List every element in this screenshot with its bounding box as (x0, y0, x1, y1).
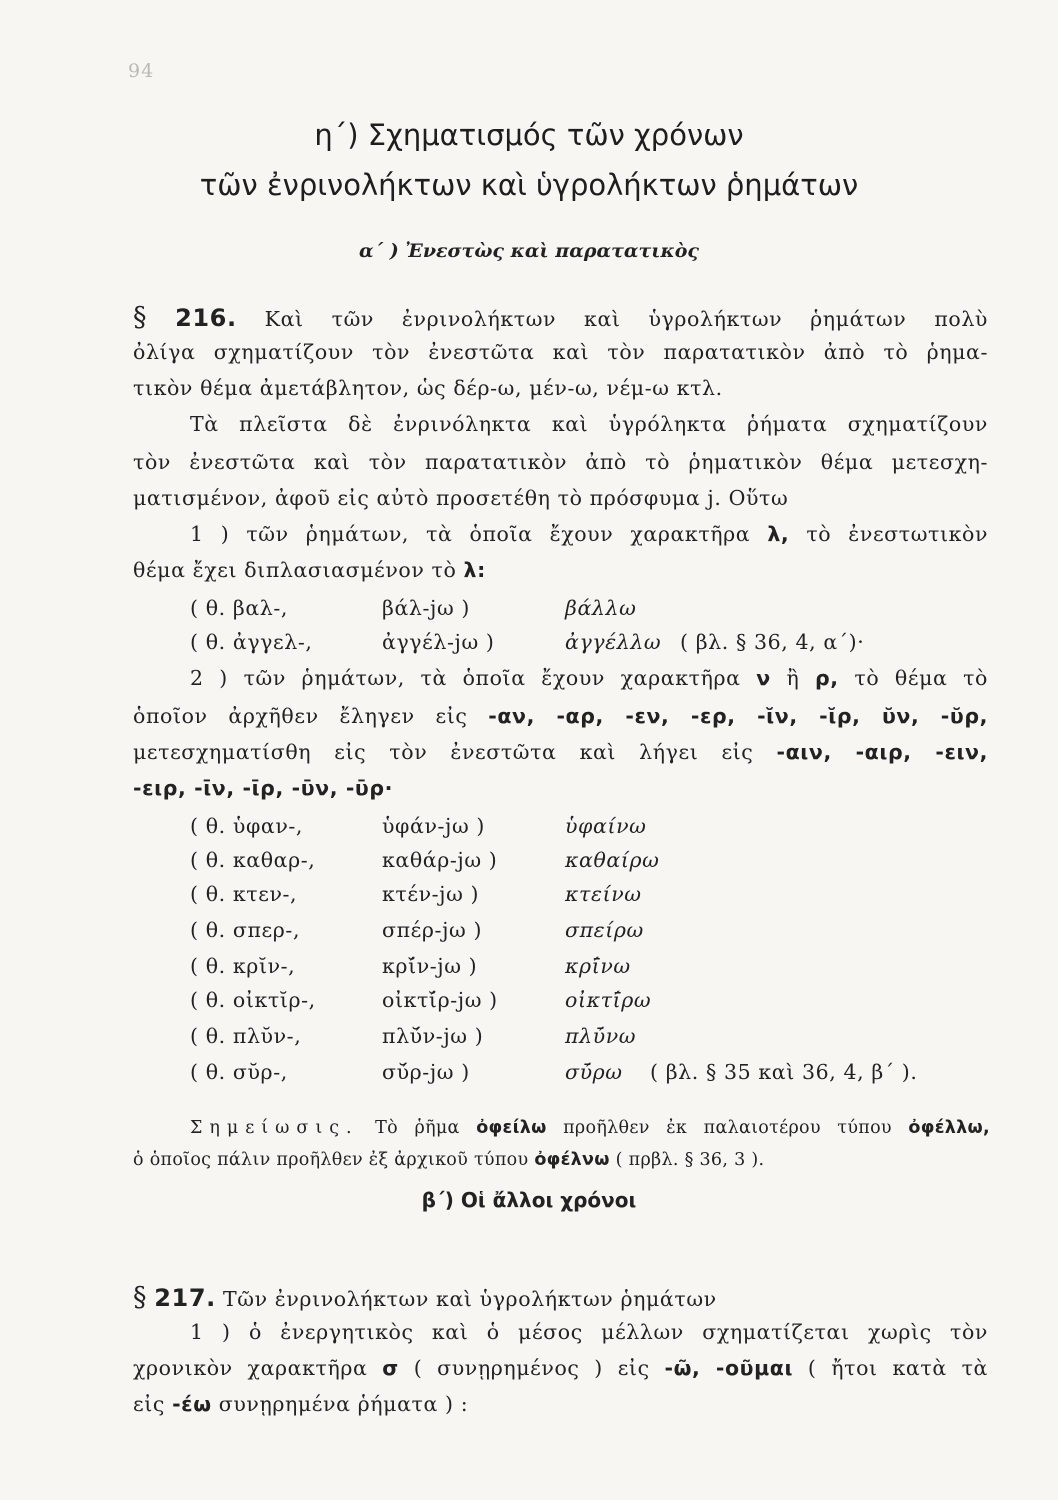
rule-2-line-2 (133, 704, 988, 728)
text: χρονικὸν χαρακτῆρα (133, 1356, 368, 1380)
verb-j-form: πλῠ́ν-jω ) (382, 1024, 484, 1048)
verb-present: καθαίρω (565, 848, 660, 872)
verb-j-form: ὑφάν-jω ) (382, 814, 486, 838)
verb-theme: ( θ. οἰκτῐρ-, (190, 988, 316, 1012)
text: ( πρβλ. § 36, 3 ). (615, 1150, 765, 1170)
text: ἢ (786, 666, 800, 690)
verb-j-form: σῠ́ρ-jω ) (382, 1060, 470, 1084)
section-sign: § (133, 1282, 148, 1313)
verb-theme: ( θ. ὑφαν-, (190, 814, 304, 838)
text: Τῶν ἐνρινολήκτων καὶ ὑγρολήκτων ῥημάτων (222, 1287, 717, 1311)
verb-j-form: οἰκτῐ́ρ-jω ) (382, 988, 498, 1012)
paragraph-217-line-1 (133, 1282, 717, 1313)
paragraph-216-line-1 (133, 302, 988, 333)
note-label: Σημείωσις. (190, 1118, 359, 1138)
paragraph-216-line-3: τικὸν θέμα ἀμετάβλητον, ὡς δέρ-ω, μέν-ω, νέμ-ω κτλ. (133, 376, 723, 400)
text: μετεσχηματίσθη εἰς τὸν ἐνεστῶτα καὶ λήγει εἰς (133, 740, 754, 764)
verb-present: βάλλω (565, 596, 637, 620)
verb-present: ὑφαίνω (565, 814, 647, 838)
verb-present: κρῑ́νω (565, 954, 631, 978)
paragraph-217-line-4 (133, 1392, 468, 1416)
ending: -έω (172, 1392, 212, 1416)
text: τὸ θέμα τὸ (854, 666, 988, 690)
text: συνῃρημένα ῥήματα ) : (218, 1392, 469, 1416)
note-line-1 (190, 1118, 990, 1138)
verb-j-form: καθάρ-jω ) (382, 848, 498, 872)
rule-2-line-4: -ειρ, -ῑν, -ῑρ, -ῡν, -ῡρ· (133, 776, 394, 800)
page-number: 94 (128, 60, 155, 82)
paragraph-216-line-6: ματισμένον, ἀφοῦ εἰς αὐτὸ προσετέθη τὸ πρόσφυμα j. Οὕτω (133, 486, 789, 510)
endings: -ῶ, -οῦμαι (664, 1356, 794, 1380)
paragraph-217-line-2: 1 ) ὁ ἐνεργητικὸς καὶ ὁ μέσος μέλλων σχηματίζεται χωρὶς τὸν (190, 1320, 988, 1344)
text: ( ἤτοι κατὰ τὰ (807, 1356, 988, 1380)
paragraph-217-line-3 (133, 1356, 988, 1380)
text: 1 ) τῶν ῥημάτων, τὰ ὁποῖα ἔχουν χαρακτῆρα (190, 522, 751, 546)
letter-rho: ρ, (815, 666, 839, 690)
subsection-heading-present: α΄ ) Ἐνεστὼς καὶ παρατατικὸς (359, 240, 699, 262)
paragraph-216-line-4: Τὰ πλεῖστα δὲ ἐνρινόληκτα καὶ ὑγρόληκτα ῥήματα σχηματίζουν (190, 412, 988, 436)
reference: ( βλ. § 35 καὶ 36, 4, β΄ ). (650, 1060, 918, 1084)
letter-sigma: σ (382, 1356, 399, 1380)
subsection-heading-other-tenses: β΄) Οἱ ἄλλοι χρόνοι (421, 1188, 637, 1212)
letter-lambda: λ, (767, 522, 790, 546)
reference: ( βλ. § 36, 4, α΄)· (680, 630, 865, 654)
text: 2 ) τῶν ῥημάτων, τὰ ὁποῖα ἔχουν χαρακτῆρα (190, 666, 741, 690)
text: ὁποῖον ἀρχῆθεν ἔληγεν εἰς (133, 704, 468, 728)
verb-form: ὀφέλνω (534, 1150, 610, 1170)
text: ὁ ὁποῖος πάλιν προῆλθεν ἐξ ἀρχικοῦ τύπου (133, 1150, 529, 1170)
verb-theme: ( θ. ἀγγελ-, (190, 630, 313, 654)
rule-1-line-2 (133, 558, 486, 582)
text: Καὶ τῶν ἐνρινολήκτων καὶ ὑγρολήκτων ῥημάτων πολὺ (264, 307, 988, 331)
verb-theme: ( θ. κτεν-, (190, 882, 298, 906)
section-number-216: 216. (175, 304, 237, 332)
verb-theme: ( θ. βαλ-, (190, 596, 289, 620)
verb-theme: ( θ. κρῐν-, (190, 954, 296, 978)
section-sign: § (133, 302, 148, 333)
rule-2-line-3 (133, 740, 988, 764)
rule-2-line-1 (190, 666, 988, 690)
section-number-217: 217. (154, 1284, 216, 1312)
section-title-line-2: τῶν ἐνρινολήκτων καὶ ὑγρολήκτων ῥημάτων (199, 168, 859, 202)
text: Τὸ ῥῆμα (375, 1118, 460, 1138)
verb-present: πλῡ́νω (565, 1024, 637, 1048)
letter-lambda: λ: (463, 558, 486, 582)
verb-present: οἰκτῑ́ρω (565, 988, 652, 1012)
verb-j-form: κτέν-jω ) (382, 882, 480, 906)
verb-j-form: κρῐ́ν-jω ) (382, 954, 478, 978)
endings: -αιν, -αιρ, -ειν, (776, 740, 988, 764)
rule-1-line-1 (190, 522, 988, 546)
verb-j-form: ἀγγέλ-jω ) (382, 630, 495, 654)
verb-present: σπείρω (565, 918, 644, 942)
verb-theme: ( θ. καθαρ-, (190, 848, 316, 872)
verb-theme: ( θ. σῠρ-, (190, 1060, 288, 1084)
paragraph-216-line-2: ὀλίγα σχηματίζουν τὸν ἐνεστῶτα καὶ τὸν παρατατικὸν ἀπὸ τὸ ῥημα- (133, 340, 988, 364)
note-line-2 (133, 1150, 764, 1170)
section-title-line-1: η΄) Σχηματισμός τῶν χρόνων (314, 118, 744, 152)
verb-j-form: σπέρ-jω ) (382, 918, 483, 942)
verb-present: σῡ́ρω (565, 1060, 623, 1084)
paragraph-216-line-5: τὸν ἐνεστῶτα καὶ τὸν παρατατικὸν ἀπὸ τὸ ῥηματικὸν θέμα μετεσχη- (133, 450, 988, 474)
text: προῆλθεν ἐκ παλαιοτέρου τύπου (563, 1118, 892, 1138)
text: εἰς (133, 1392, 165, 1416)
endings: -αν, -αρ, -εν, -ερ, -ῐν, -ῐρ, ῠν, -ῠρ, (488, 704, 988, 728)
text: ( συνῃρημένος ) εἰς (413, 1356, 650, 1380)
verb-form: ὀφείλω (476, 1118, 547, 1138)
text: τὸ ἐνεστωτικὸν (806, 522, 989, 546)
letter-nu: ν (756, 666, 771, 690)
verb-theme: ( θ. σπερ-, (190, 918, 301, 942)
verb-theme: ( θ. πλῠν-, (190, 1024, 302, 1048)
verb-present: κτείνω (565, 882, 642, 906)
verb-j-form: βάλ-jω ) (382, 596, 471, 620)
verb-form: ὀφέλλω, (908, 1118, 990, 1138)
verb-present: ἀγγέλλω (565, 630, 662, 654)
text: θέμα ἔχει διπλασιασμένον τὸ (133, 558, 457, 582)
